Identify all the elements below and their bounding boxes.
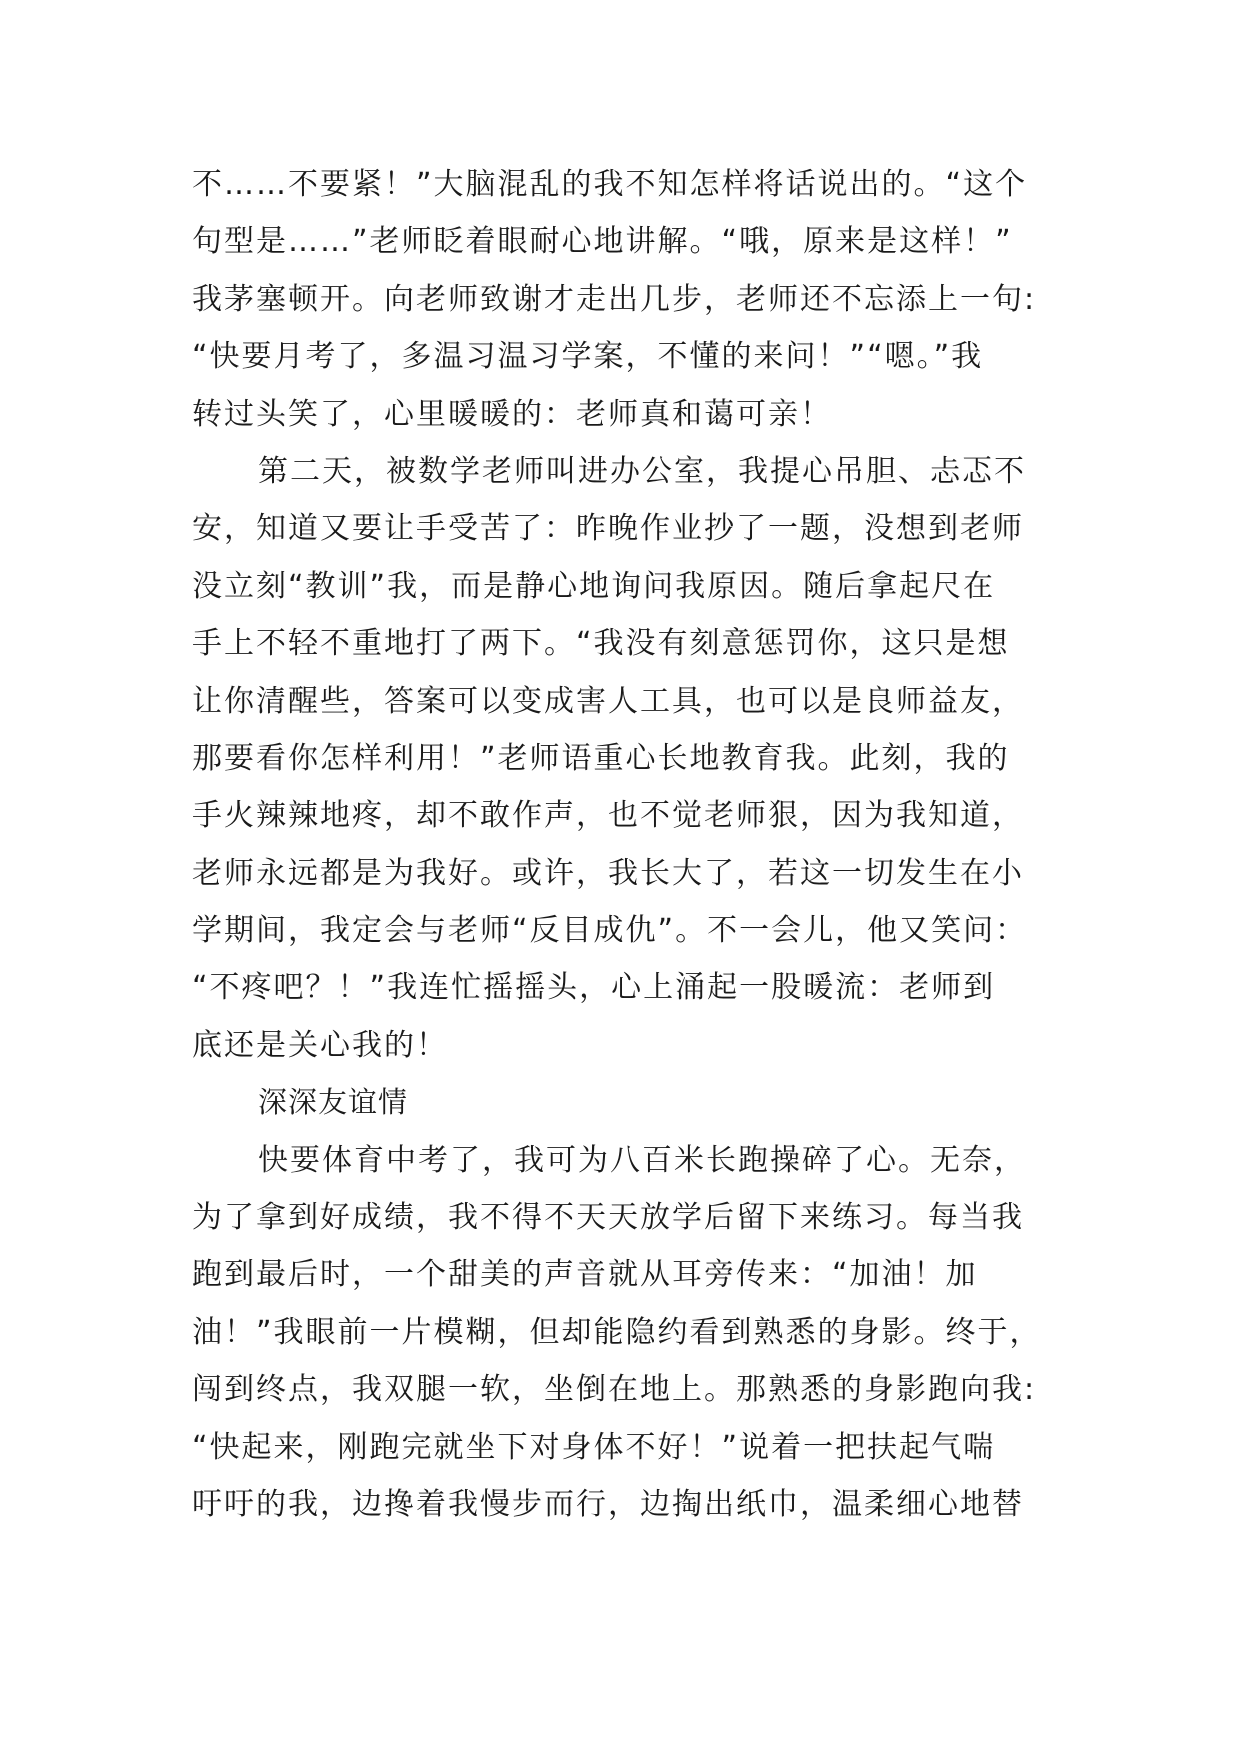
text-line: 闯到终点，我双腿一软，坐倒在地上。那熟悉的身影跑向我:: [192, 1372, 1037, 1408]
paragraph-math-teacher: [192, 443, 1092, 1074]
text-line: 油！”我眼前一片模糊，但却能隐约看到熟悉的身影。终于，: [192, 1314, 1042, 1350]
text-line: 不……不要紧！”大脑混乱的我不知怎样将话说出的。“这个: [192, 167, 1028, 202]
text-line: 底还是关心我的！: [192, 1027, 448, 1063]
text-line: “快起来，刚跑完就坐下对身体不好！”说着一把扶起气喘: [192, 1429, 996, 1465]
paragraph-teacher-explains: [192, 156, 1092, 443]
text-line: 让你清醒些，答案可以变成害人工具，也可以是良师益友，: [192, 683, 1024, 719]
text-line: 我茅塞顿开。向老师致谢才走出几步，老师还不忘添上一句:: [192, 281, 1037, 317]
text-line: 那要看你怎样利用！”老师语重心长地教育我。此刻，我的: [192, 740, 1010, 776]
section-heading: 深深友谊情: [258, 1085, 409, 1120]
text-line: 转过头笑了，心里暖暖的：老师真和蔼可亲！: [192, 396, 832, 432]
text-line: 快要体育中考了，我可为八百米长跑操碎了心。无奈，: [258, 1142, 1026, 1178]
text-line: 第二天，被数学老师叫进办公室，我提心吊胆、忐忑不: [258, 453, 1026, 489]
text-line: 没立刻“教训”我，而是静心地询问我原因。随后拿起尺在: [192, 568, 996, 604]
document-body: [192, 156, 1092, 1533]
text-line: 手火辣辣地疼，却不敢作声，也不觉老师狠，因为我知道，: [192, 798, 1024, 834]
text-line: “快要月考了，多温习温习学案，不懂的来问！”“嗯。”我: [192, 339, 984, 375]
text-line: 安，知道又要让手受苦了：昨晚作业抄了一题，没想到老师: [192, 511, 1024, 547]
paragraph-running-practice: [192, 1132, 1092, 1534]
text-line: 跑到最后时，一个甜美的声音就从耳旁传来：“加油！加: [192, 1257, 978, 1293]
text-line: 手上不轻不重地打了两下。“我没有刻意惩罚你，这只是想: [192, 626, 1010, 662]
text-line: 吁吁的我，边搀着我慢步而行，边掏出纸巾，温柔细心地替: [192, 1486, 1024, 1522]
text-line: 学期间，我定会与老师“反目成仇”。不一会儿，他又笑问：: [192, 913, 1028, 949]
text-line: “不疼吧？！”我连忙摇摇头，心上涌起一股暖流：老师到: [192, 970, 996, 1006]
text-line: 句型是……”老师眨着眼耐心地讲解。“哦，原来是这样！”: [192, 224, 1013, 260]
text-line: 老师永远都是为我好。或许，我长大了，若这一切发生在小: [192, 855, 1024, 891]
text-line: 为了拿到好成绩，我不得不天天放学后留下来练习。每当我: [192, 1200, 1024, 1236]
